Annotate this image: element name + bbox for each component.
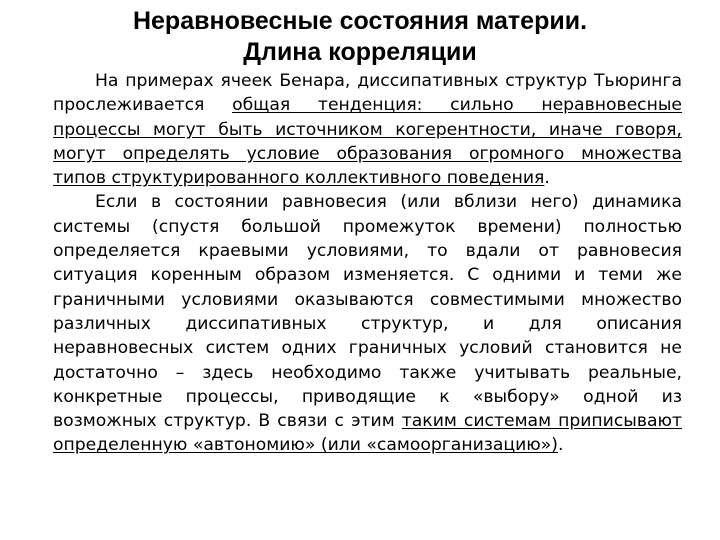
paragraph-2-intro: Если в состоянии равновесия (или вблизи него) динамика системы (спустя большой промежуток времени) полностью определяется краевыми условиями, то вдали от равновесия ситуация коренным образом изменяется. С одними и теми же граничными условиями оказываются совместимыми множество различных диссипативных структур, и для описания неравновесных систем одних граничных условий становится не достаточно – здесь необходимо также учитывать реальные, конкретные процессы, приводящие к «выбору» одной из возможных структур. В связи с этим <box>53 192 682 432</box>
slide-title <box>40 6 680 68</box>
paragraph-2-end: . <box>557 435 564 456</box>
paragraph-1-intro: На примерах ячеек Бенара, диссипативных структур Тьюринга прослеживается <box>53 71 682 116</box>
paragraph-1-end: . <box>544 168 550 189</box>
paragraph-1-underlined: общая тенденция: сильно неравновесные процессы могут быть источником когерентности, иначе говоря, могут определять условие образования огромного множества типов структурированного коллективного поведения <box>53 95 682 189</box>
paragraph-2-underlined: таким системам приписывают определенную «автономию» (или «самоорганизацию») <box>53 411 683 456</box>
paragraph-1 <box>53 69 682 190</box>
title-line-2: Длина корреляции <box>243 38 477 66</box>
slide-body <box>53 69 682 458</box>
paragraph-2 <box>53 190 682 457</box>
title-line-1: Неравновесные состояния материи. <box>132 7 588 35</box>
